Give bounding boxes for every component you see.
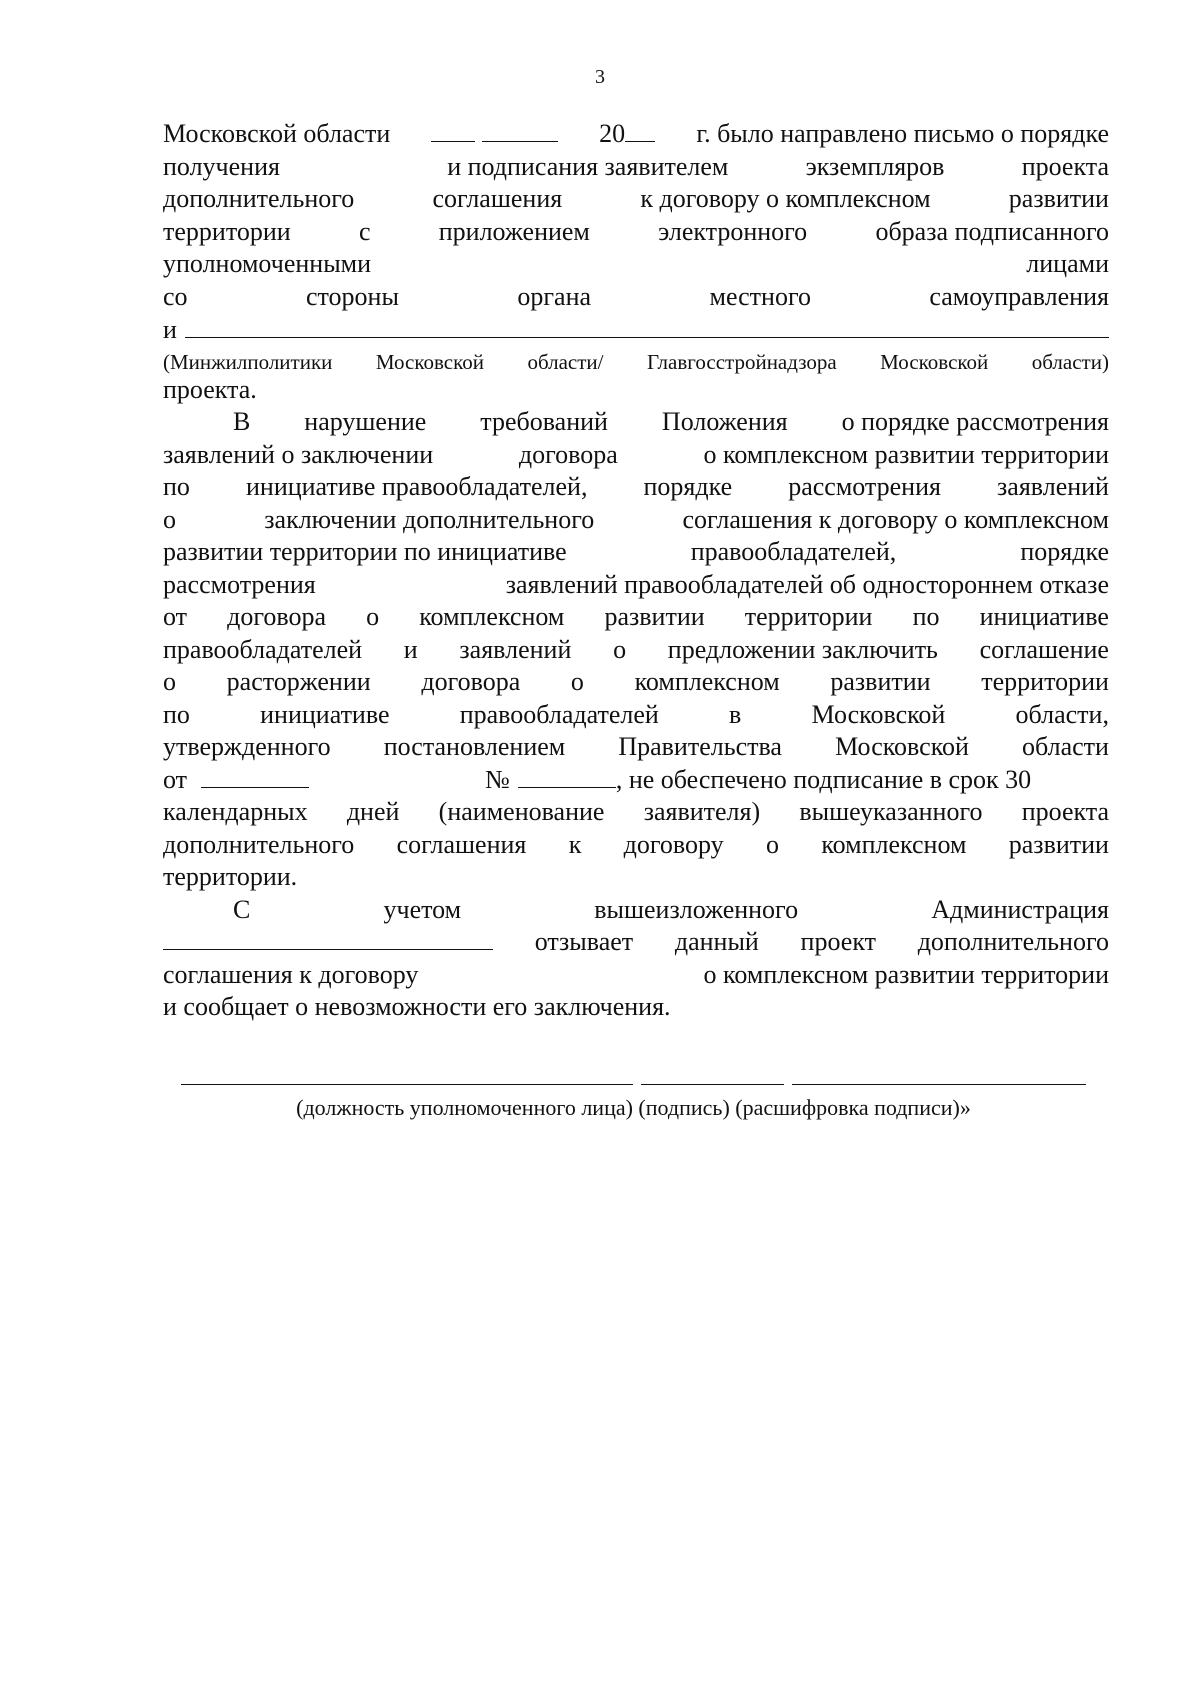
text-fragment: о [163,504,176,534]
signature-block [181,1060,1086,1121]
text-fragment: вышеизложенного [594,894,799,924]
text-fragment: самоуправления [929,281,1109,311]
text-fragment: проекта. [163,374,257,404]
text-line [163,731,1109,764]
text-line [163,406,1109,439]
text-line [163,959,1109,992]
text-fragment: календарных [163,797,308,826]
text-fragment: от [163,764,188,794]
caption-fragment: области) [1031,349,1109,374]
text-line [163,118,1109,151]
text-fragment: вышеуказанного [799,797,983,826]
text-fragment: заявлений [997,472,1109,501]
text-fragment: и сообщает о невозможности его заключения. [163,992,671,1021]
text-fragment: приложением [438,216,590,246]
text-fragment: Московской [835,732,969,761]
year-field: 20 [599,118,655,151]
text-fragment: утвержденного [163,732,331,761]
text-fragment: расторжении [226,667,371,696]
text-line [163,699,1109,732]
text-line [163,861,1109,894]
text-fragment: по [163,699,190,729]
date-blank [431,118,558,151]
text-fragment: инициативе правообладателей, [245,472,588,501]
text-fragment: со [163,281,188,311]
number-blank [518,765,616,788]
text-line [163,183,1109,216]
text-fragment: правообладателей [163,634,363,664]
text-fragment: данный [674,927,759,956]
signature-line [641,1060,784,1085]
text-line [163,764,1109,797]
text-fragment: к договору о комплексном [640,184,931,213]
caption-fragment: (Минжилполитики [163,349,333,374]
caption-fragment: области/ [527,349,604,374]
text-fragment: к [568,829,582,859]
text-fragment: с [358,216,371,246]
authority-caption [163,346,1109,374]
text-fragment: о порядке рассмотрения [841,407,1109,436]
text-line [163,569,1109,602]
text-fragment: территории [163,216,291,246]
text-fragment: комплексном [419,602,565,631]
text-fragment: проект [800,927,876,956]
text-fragment: комплексном [634,667,780,696]
text-fragment: комплексном [821,829,967,859]
text-fragment: развитии [604,602,705,631]
text-fragment: дополнительного [917,927,1109,956]
text-fragment: о комплексном развитии территории [703,959,1109,989]
text-line [163,796,1109,829]
text-fragment: о [766,829,779,859]
page-number: 3 [595,66,605,88]
text-fragment: инициативе [260,699,390,729]
signature-lines [181,1060,1086,1085]
caption-fragment: Московской [375,349,484,374]
text-fragment: территории [744,602,873,631]
text-line [163,601,1109,634]
text-fragment: порядке [1020,537,1109,566]
name-line [792,1060,1086,1085]
text-fragment: Московской [811,699,946,729]
text-fragment: заключении дополнительного [264,504,595,534]
text-fragment: о комплексном развитии территории [703,439,1109,469]
text-fragment: соглашения к договору [163,959,419,989]
text-fragment: рассмотрения [163,569,316,599]
text-fragment: заявлений [459,634,572,664]
text-fragment: , не обеспечено подписание в срок 30 [615,764,1032,794]
text-fragment: Положения [661,407,788,436]
text-line [163,151,1109,184]
text-fragment: дней [346,797,400,826]
text-line [163,471,1109,504]
text-fragment: органа [517,281,592,311]
text-fragment: и [403,634,418,664]
text-fragment: области [1022,732,1109,761]
text-fragment: учетом [383,894,462,924]
text-fragment: о [570,667,584,696]
text-fragment: договора [227,602,327,631]
text-fragment: развитии территории по инициативе [163,537,567,566]
text-fragment: соглашение [979,634,1109,664]
text-fragment: развитии [1008,184,1109,213]
text-fragment: образа подписанного [875,216,1109,246]
text-line [163,504,1109,537]
text-line [163,666,1109,699]
date-blank [201,765,309,788]
text-line [163,313,1109,346]
text-fragment: стороны [305,281,399,311]
text-fragment: о [366,602,380,631]
text-fragment: развитии [1008,829,1109,859]
text-fragment: Московской области [163,119,391,148]
text-line [163,374,1109,407]
text-fragment: соглашения [432,184,563,213]
text-fragment: договору [623,829,724,859]
text-fragment: отзывает [534,927,634,956]
text-fragment: по [912,602,940,631]
text-fragment: договора [421,667,521,696]
text-fragment: заявлений правообладателей об одностороннем отказе [505,569,1109,599]
text-fragment: требований [480,407,608,436]
text-fragment: дополнительного [163,829,355,859]
text-fragment: С [233,894,251,924]
text-line [163,991,1109,1024]
text-line [163,439,1109,472]
text-fragment: от [163,602,188,631]
text-fragment: развитии [830,667,931,696]
text-fragment: инициативе [979,602,1109,631]
text-line [163,248,1109,281]
authority-blank [185,313,1109,338]
text-fragment: дополнительного [163,184,355,213]
text-fragment: уполномоченными [163,249,372,278]
text-fragment: о [163,667,176,696]
text-fragment: соглашения к договору о комплексном [682,504,1109,534]
text-fragment: нарушение [304,407,427,436]
text-fragment: проекта [1021,797,1109,826]
text-fragment: № [485,764,510,794]
document-body [163,118,1109,1024]
text-fragment: порядке [643,472,733,501]
text-line [163,894,1109,927]
text-fragment: предложении заключить [667,634,938,664]
text-fragment: правообладателей, [690,537,897,566]
text-fragment: экземпляров [805,151,945,181]
text-line [163,926,1109,959]
position-line [181,1060,633,1085]
administration-blank [163,927,493,950]
text-fragment: договора [518,439,618,469]
text-fragment: правообладателей [459,699,659,729]
text-fragment: электронного [658,216,808,246]
text-line [163,634,1109,667]
text-fragment: лицами [1026,249,1109,278]
text-line [163,829,1109,862]
text-fragment: Правительства [618,732,782,761]
text-fragment: г. было направлено письмо о порядке [696,119,1109,148]
text-fragment: Администрация [931,894,1109,924]
text-fragment: заявителя) [643,797,761,826]
text-fragment: соглашения [396,829,527,859]
caption-fragment: Главгосстройнадзора [646,349,837,374]
text-fragment: заявлений о заключении [163,439,434,469]
text-line [163,216,1109,249]
text-fragment: в [729,699,742,729]
text-fragment: области, [1015,699,1109,729]
text-fragment: и подписания заявителем [447,151,729,181]
text-fragment: местного [709,281,811,311]
text-fragment: получения [163,151,280,181]
text-line [163,536,1109,569]
caption-fragment: Московской [880,349,989,374]
text-fragment: рассмотрения [788,472,941,501]
text-fragment: проекта [1021,151,1109,181]
text-fragment: по [163,472,190,501]
text-fragment: постановлением [383,732,566,761]
text-fragment: территории [981,667,1109,696]
signature-caption: (должность уполномоченного лица) (подпись) (расшифровка подписи)» [296,1095,971,1120]
text-line [163,281,1109,314]
text-fragment: и [163,315,177,344]
text-fragment: территории. [163,862,298,891]
text-fragment: о [613,634,627,664]
text-fragment: (наименование [438,797,605,826]
text-fragment: В [233,407,251,436]
